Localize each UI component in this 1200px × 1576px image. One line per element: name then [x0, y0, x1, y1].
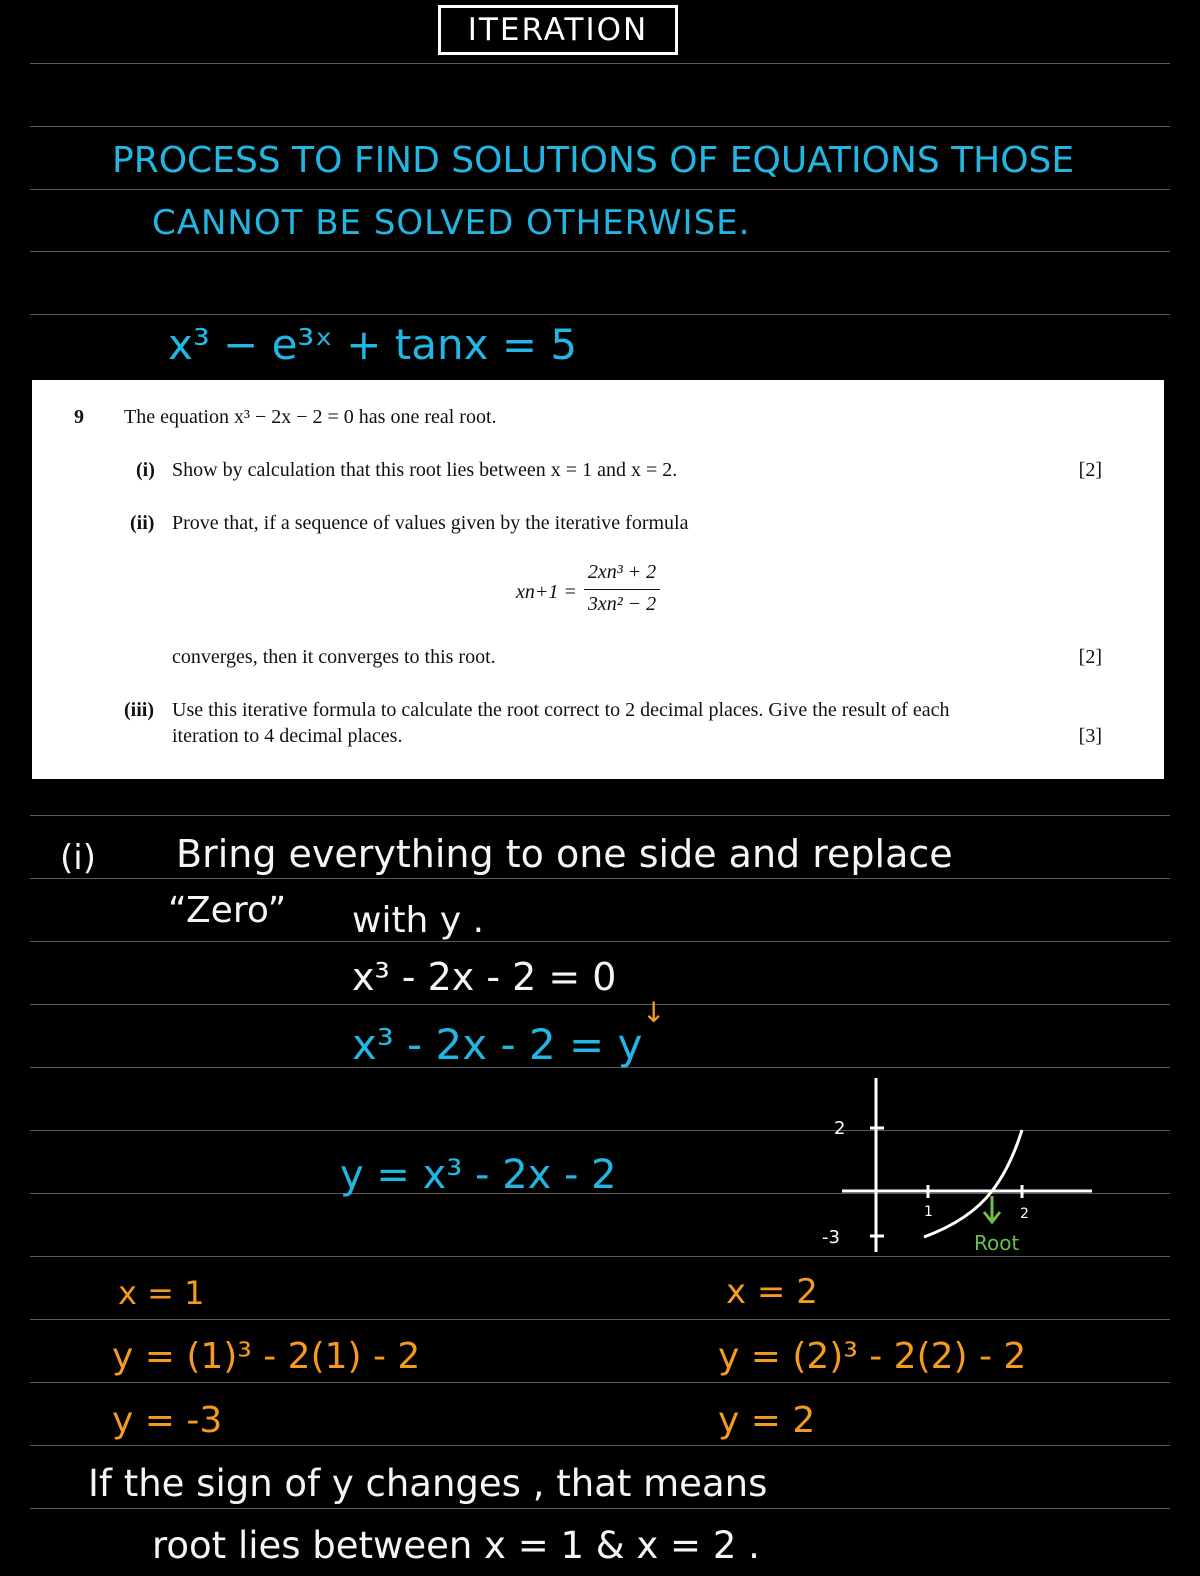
example-equation: x³ − e³ˣ + tanx = 5 [168, 320, 578, 369]
part-iii-text: Use this iterative formula to calculate the root correct to 2 decimal places. Give the result of each [172, 699, 950, 721]
part-iii-text-2: iteration to 4 decimal places. [172, 725, 403, 747]
part-ii-text-2: converges, then it converges to this root. [172, 646, 496, 668]
notes-part-label: (i) [60, 838, 96, 878]
formula-denominator: 3xn² − 2 [587, 593, 657, 615]
right-substitution: y = (2)³ - 2(2) - 2 [718, 1336, 1027, 1377]
part-i-label: (i) [136, 459, 155, 481]
notes-equation-2: x³ - 2x - 2 = y [352, 1020, 643, 1069]
right-x-value: x = 2 [726, 1272, 818, 1312]
conclusion-line-2: root lies between x = 1 & x = 2 . [152, 1524, 760, 1567]
notes-line-1: Bring everything to one side and replace [176, 832, 953, 876]
definition-line-2: CANNOT BE SOLVED OTHERWISE. [152, 203, 751, 243]
notes-equation-1: x³ - 2x - 2 = 0 [352, 955, 617, 999]
question-number: 9 [74, 406, 84, 428]
y-label-top: 2 [834, 1118, 846, 1139]
definition-line-1: PROCESS TO FIND SOLUTIONS OF EQUATIONS THOSE [112, 140, 1075, 181]
left-substitution: y = (1)³ - 2(1) - 2 [112, 1336, 421, 1377]
question-stem: The equation x³ − 2x − 2 = 0 has one real root. [124, 406, 497, 428]
notes-line-2b: with y . [352, 900, 485, 941]
part-ii-label: (ii) [130, 512, 155, 534]
part-i-marks: [2] [1078, 459, 1102, 481]
curve [924, 1130, 1022, 1237]
x-label-1: 1 [924, 1204, 933, 1220]
root-label: Root [974, 1231, 1020, 1255]
exam-question-card [32, 380, 1164, 779]
x-label-2: 2 [1020, 1206, 1029, 1222]
formula-fraction-bar [584, 589, 660, 590]
right-result: y = 2 [718, 1400, 816, 1441]
cubic-sketch-graph [820, 1070, 1100, 1260]
conclusion-line-1: If the sign of y changes , that means [88, 1462, 768, 1505]
part-iii-label: (iii) [124, 699, 154, 721]
formula-lhs: xn+1 = [516, 581, 577, 603]
part-ii-marks: [2] [1078, 646, 1102, 668]
down-arrow: ↓ [642, 996, 666, 1029]
part-ii-text: Prove that, if a sequence of values given by the iterative formula [172, 512, 689, 534]
left-result: y = -3 [112, 1400, 223, 1441]
left-x-value: x = 1 [118, 1274, 205, 1312]
y-label-bottom: -3 [822, 1227, 840, 1248]
notes-equation-3: y = x³ - 2x - 2 [340, 1152, 617, 1198]
part-i-text: Show by calculation that this root lies between x = 1 and x = 2. [172, 459, 678, 481]
formula-numerator: 2xn³ + 2 [587, 561, 657, 583]
part-iii-marks: [3] [1078, 725, 1102, 747]
page-title: ITERATION [438, 5, 678, 55]
notes-line-2a: “Zero” [168, 890, 287, 931]
